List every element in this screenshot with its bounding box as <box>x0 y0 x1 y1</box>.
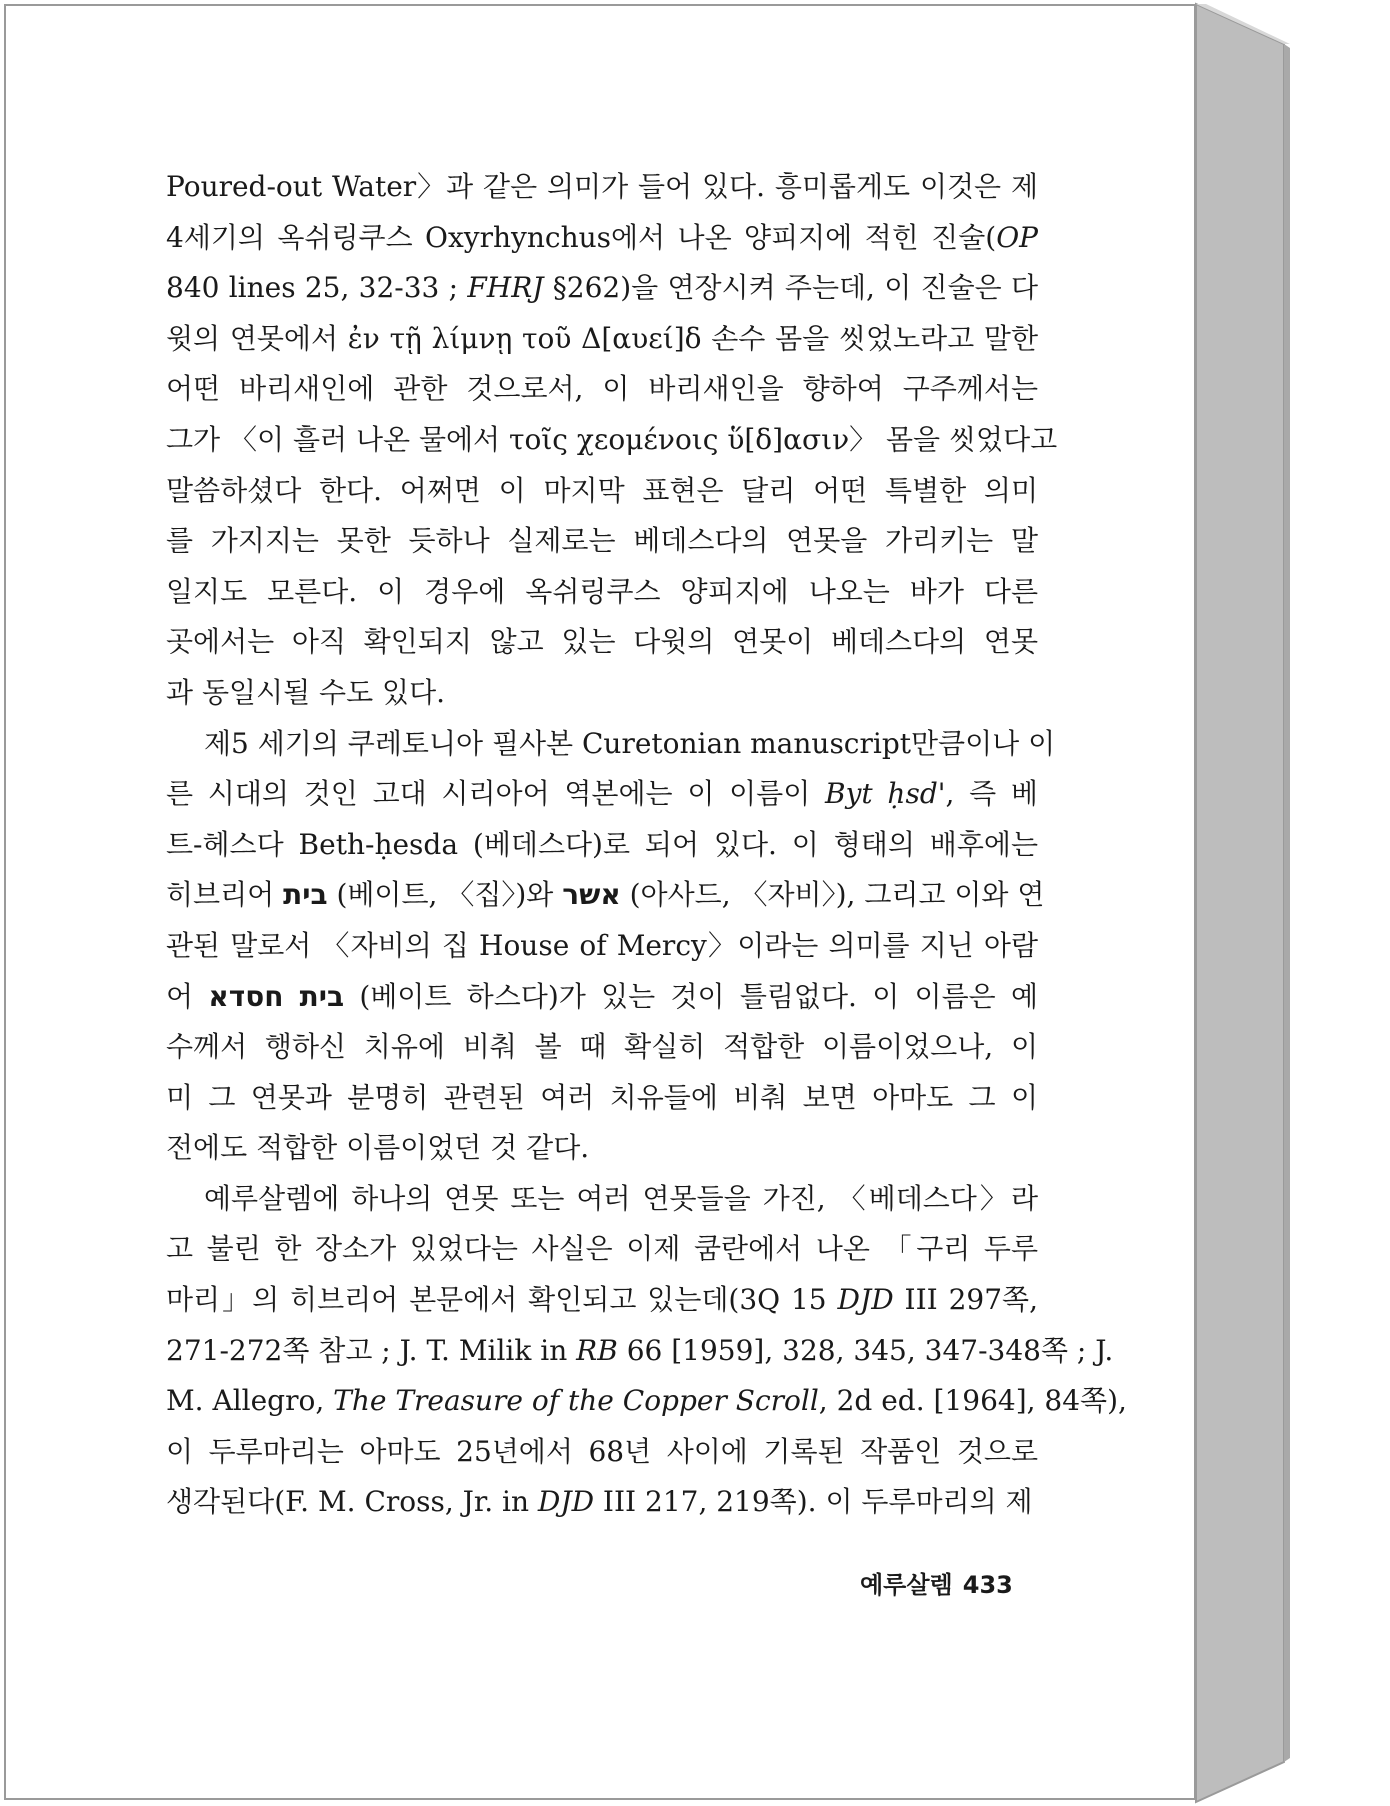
italic-term: RB <box>576 1333 618 1367</box>
text-line: 를 가지지는 못한 듯하나 실제로는 베데스다의 연못을 가리키는 말 <box>166 524 1038 558</box>
text-line: 전에도 적합한 이름이었던 것 같다. <box>166 1131 590 1165</box>
text-line: 생각된다(F. M. Cross, Jr. in DJD III 217, 219쪽). 이 두루마리의 제 <box>166 1485 1033 1519</box>
text-line: 말씀하셨다 한다. 어쩌면 이 마지막 표현은 달리 어떤 특별한 의미 <box>166 473 1038 507</box>
text-line: 미 그 연못과 분명히 관련된 여러 치유들에 비춰 보면 아마도 그 이 <box>166 1080 1038 1114</box>
text-line: 곳에서는 아직 확인되지 않고 있는 다윗의 연못이 베데스다의 연못 <box>166 625 1038 659</box>
italic-term: OP <box>996 220 1038 254</box>
text-line: 마리」의 히브리어 본문에서 확인되고 있는데(3Q 15 DJD III 297쪽, <box>166 1283 1038 1317</box>
italic-term: DJD <box>537 1485 595 1519</box>
text-line: 그가 〈이 흘러 나온 물에서 τοῖς χεομένοις ὕ[δ]ασιν〉 몸을 씻었다고 <box>166 422 1058 456</box>
hebrew-term: בית <box>283 878 328 912</box>
text-line: 수께서 행하신 치유에 비춰 볼 때 확실히 적합한 이름이었으나, 이 <box>166 1030 1038 1064</box>
paragraph <box>166 719 1056 1174</box>
text-line: 어떤 바리새인에 관한 것으로서, 이 바리새인을 향하여 구주께서는 <box>166 372 1038 406</box>
hebrew-term: בית חסדא <box>208 979 345 1013</box>
text-line: 관된 말로서 〈자비의 집 House of Mercy〉이라는 의미를 지닌 아람 <box>166 928 1038 962</box>
text-line: 271-272쪽 참고 ; J. T. Milik in RB 66 [1959], 328, 345, 347-348쪽 ; J. <box>166 1333 1114 1367</box>
text-line: Poured-out Water〉과 같은 의미가 들어 있다. 흥미롭게도 이것은 제 <box>166 170 1038 203</box>
italic-term: The Treasure of the Copper Scroll <box>333 1384 819 1418</box>
text-line: 어 בית חסדא (베이트 하스다)가 있는 것이 틀림없다. 이 이름은 예 <box>166 979 1039 1013</box>
page-number: 433 <box>962 1571 1013 1599</box>
text-line: 고 불린 한 장소가 있었다는 사실은 이제 쿰란에서 나온 「구리 두루 <box>166 1232 1038 1266</box>
text-line: 840 lines 25, 32-33 ; FHRJ §262)을 연장시켜 주는데, 이 진술은 다 <box>166 271 1038 305</box>
text-line: M. Allegro, The Treasure of the Copper Scroll, 2d ed. [1964], 84쪽), <box>166 1384 1127 1418</box>
italic-term: FHRJ <box>467 271 544 305</box>
text-line: 일지도 모른다. 이 경우에 옥쉬링쿠스 양피지에 나오는 바가 다른 <box>166 574 1038 608</box>
text-line: 히브리어 בית (베이트, 〈집〉)와 אשר (아사드, 〈자비〉), 그리고 이와 연 <box>166 878 1045 912</box>
paragraph <box>166 162 1058 719</box>
body-text <box>166 162 1127 1528</box>
page-footer <box>860 1565 1160 1600</box>
text-line: 제5 세기의 쿠레토니아 필사본 Curetonian manuscript만큼이나 이 <box>204 726 1056 760</box>
text-line: 4세기의 옥쉬링쿠스 Oxyrhynchus에서 나온 양피지에 적힌 진술(OP <box>166 220 1038 254</box>
italic-term: DJD <box>837 1283 894 1317</box>
text-line: 예루살렘에 하나의 연못 또는 여러 연못들을 가진, 〈베데스다〉라 <box>204 1181 1038 1215</box>
text-line: 이 두루마리는 아마도 25년에서 68년 사이에 기록된 작품인 것으로 <box>166 1434 1038 1468</box>
text-line: 윗의 연못에서 ἐν τῇ λίμνῃ τοῦ Δ[αυεί]δ 손수 몸을 씻었노라고 말한 <box>166 321 1038 355</box>
running-head: 예루살렘 <box>860 1571 953 1599</box>
text-line: 과 동일시될 수도 있다. <box>166 675 446 709</box>
text-line: 른 시대의 것인 고대 시리아어 역본에는 이 이름이 Byt ḥsd', 즉 베 <box>166 777 1038 811</box>
paragraph <box>166 1174 1127 1528</box>
text-line: 트-헤스다 Beth-ḥesda (베데스다)로 되어 있다. 이 형태의 배후에는 <box>166 827 1038 861</box>
italic-term: Byt ḥsd' <box>825 777 946 811</box>
hebrew-term: אשר <box>562 878 621 912</box>
